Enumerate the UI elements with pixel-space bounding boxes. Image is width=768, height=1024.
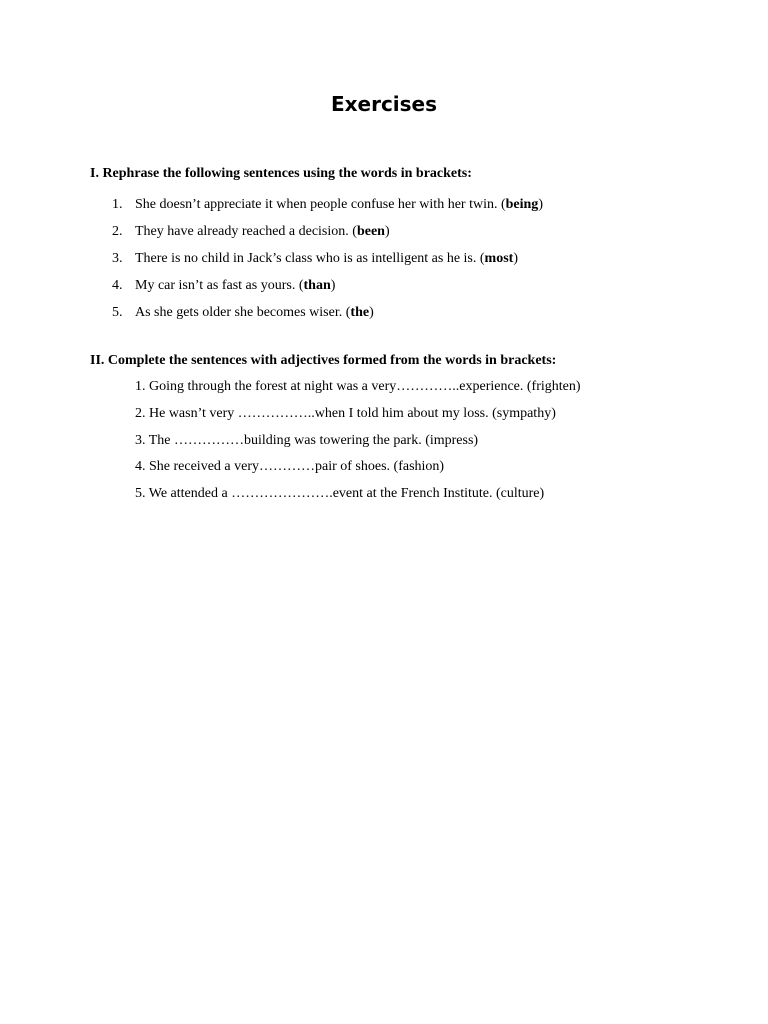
key-word: most: [484, 251, 514, 266]
key-word: being: [505, 197, 539, 212]
exercise-list: [90, 191, 730, 326]
exercise-list: [90, 374, 730, 508]
item-number: 3.: [112, 251, 123, 266]
key-word: the: [350, 305, 370, 320]
list-item: [90, 191, 730, 218]
list-item: 2. He wasn’t very ……………..when I told him about my loss. (sympathy): [135, 405, 556, 421]
item-text: They have already reached a decision. (: [135, 224, 357, 239]
exercise-section-adjectives: [90, 351, 730, 508]
page-title: Exercises: [330, 92, 438, 116]
list-item: [90, 245, 730, 272]
item-close: ): [384, 224, 390, 239]
item-text: She doesn’t appreciate it when people confuse her with her twin. (: [135, 197, 506, 212]
item-close: ): [369, 305, 374, 320]
exercise-section-rephrase: [90, 164, 730, 326]
item-number: 1.: [112, 197, 123, 212]
item-text: There is no child in Jack’s class who is as intelligent as he is. (: [135, 251, 485, 266]
item-close: ): [330, 278, 336, 293]
list-item: [90, 218, 730, 245]
section-heading: I. Rephrase the following sentences using the words in brackets:: [90, 166, 472, 181]
item-close: ): [538, 197, 543, 212]
list-item: 3. The ……………building was towering the park. (impress): [135, 432, 479, 448]
list-item: 5. We attended a ………………….event at the French Institute. (culture): [135, 486, 545, 502]
item-close: ): [513, 251, 518, 266]
item-number: 5.: [112, 305, 123, 320]
list-item: 4. She received a very…………pair of shoes. (fashion): [135, 459, 445, 475]
item-number: 2.: [112, 224, 123, 239]
item-number: 4.: [112, 278, 123, 293]
section-heading: II. Complete the sentences with adjectives formed from the words in brackets:: [90, 353, 557, 368]
list-item: 1. Going through the forest at night was a very…………..experience. (frighten): [135, 379, 581, 394]
list-item: [90, 272, 730, 299]
item-text: As she gets older she becomes wiser. (: [135, 305, 351, 320]
key-word: than: [303, 278, 331, 293]
key-word: been: [356, 224, 385, 239]
list-item: [90, 299, 730, 326]
item-text: My car isn’t as fast as yours. (: [135, 278, 304, 293]
